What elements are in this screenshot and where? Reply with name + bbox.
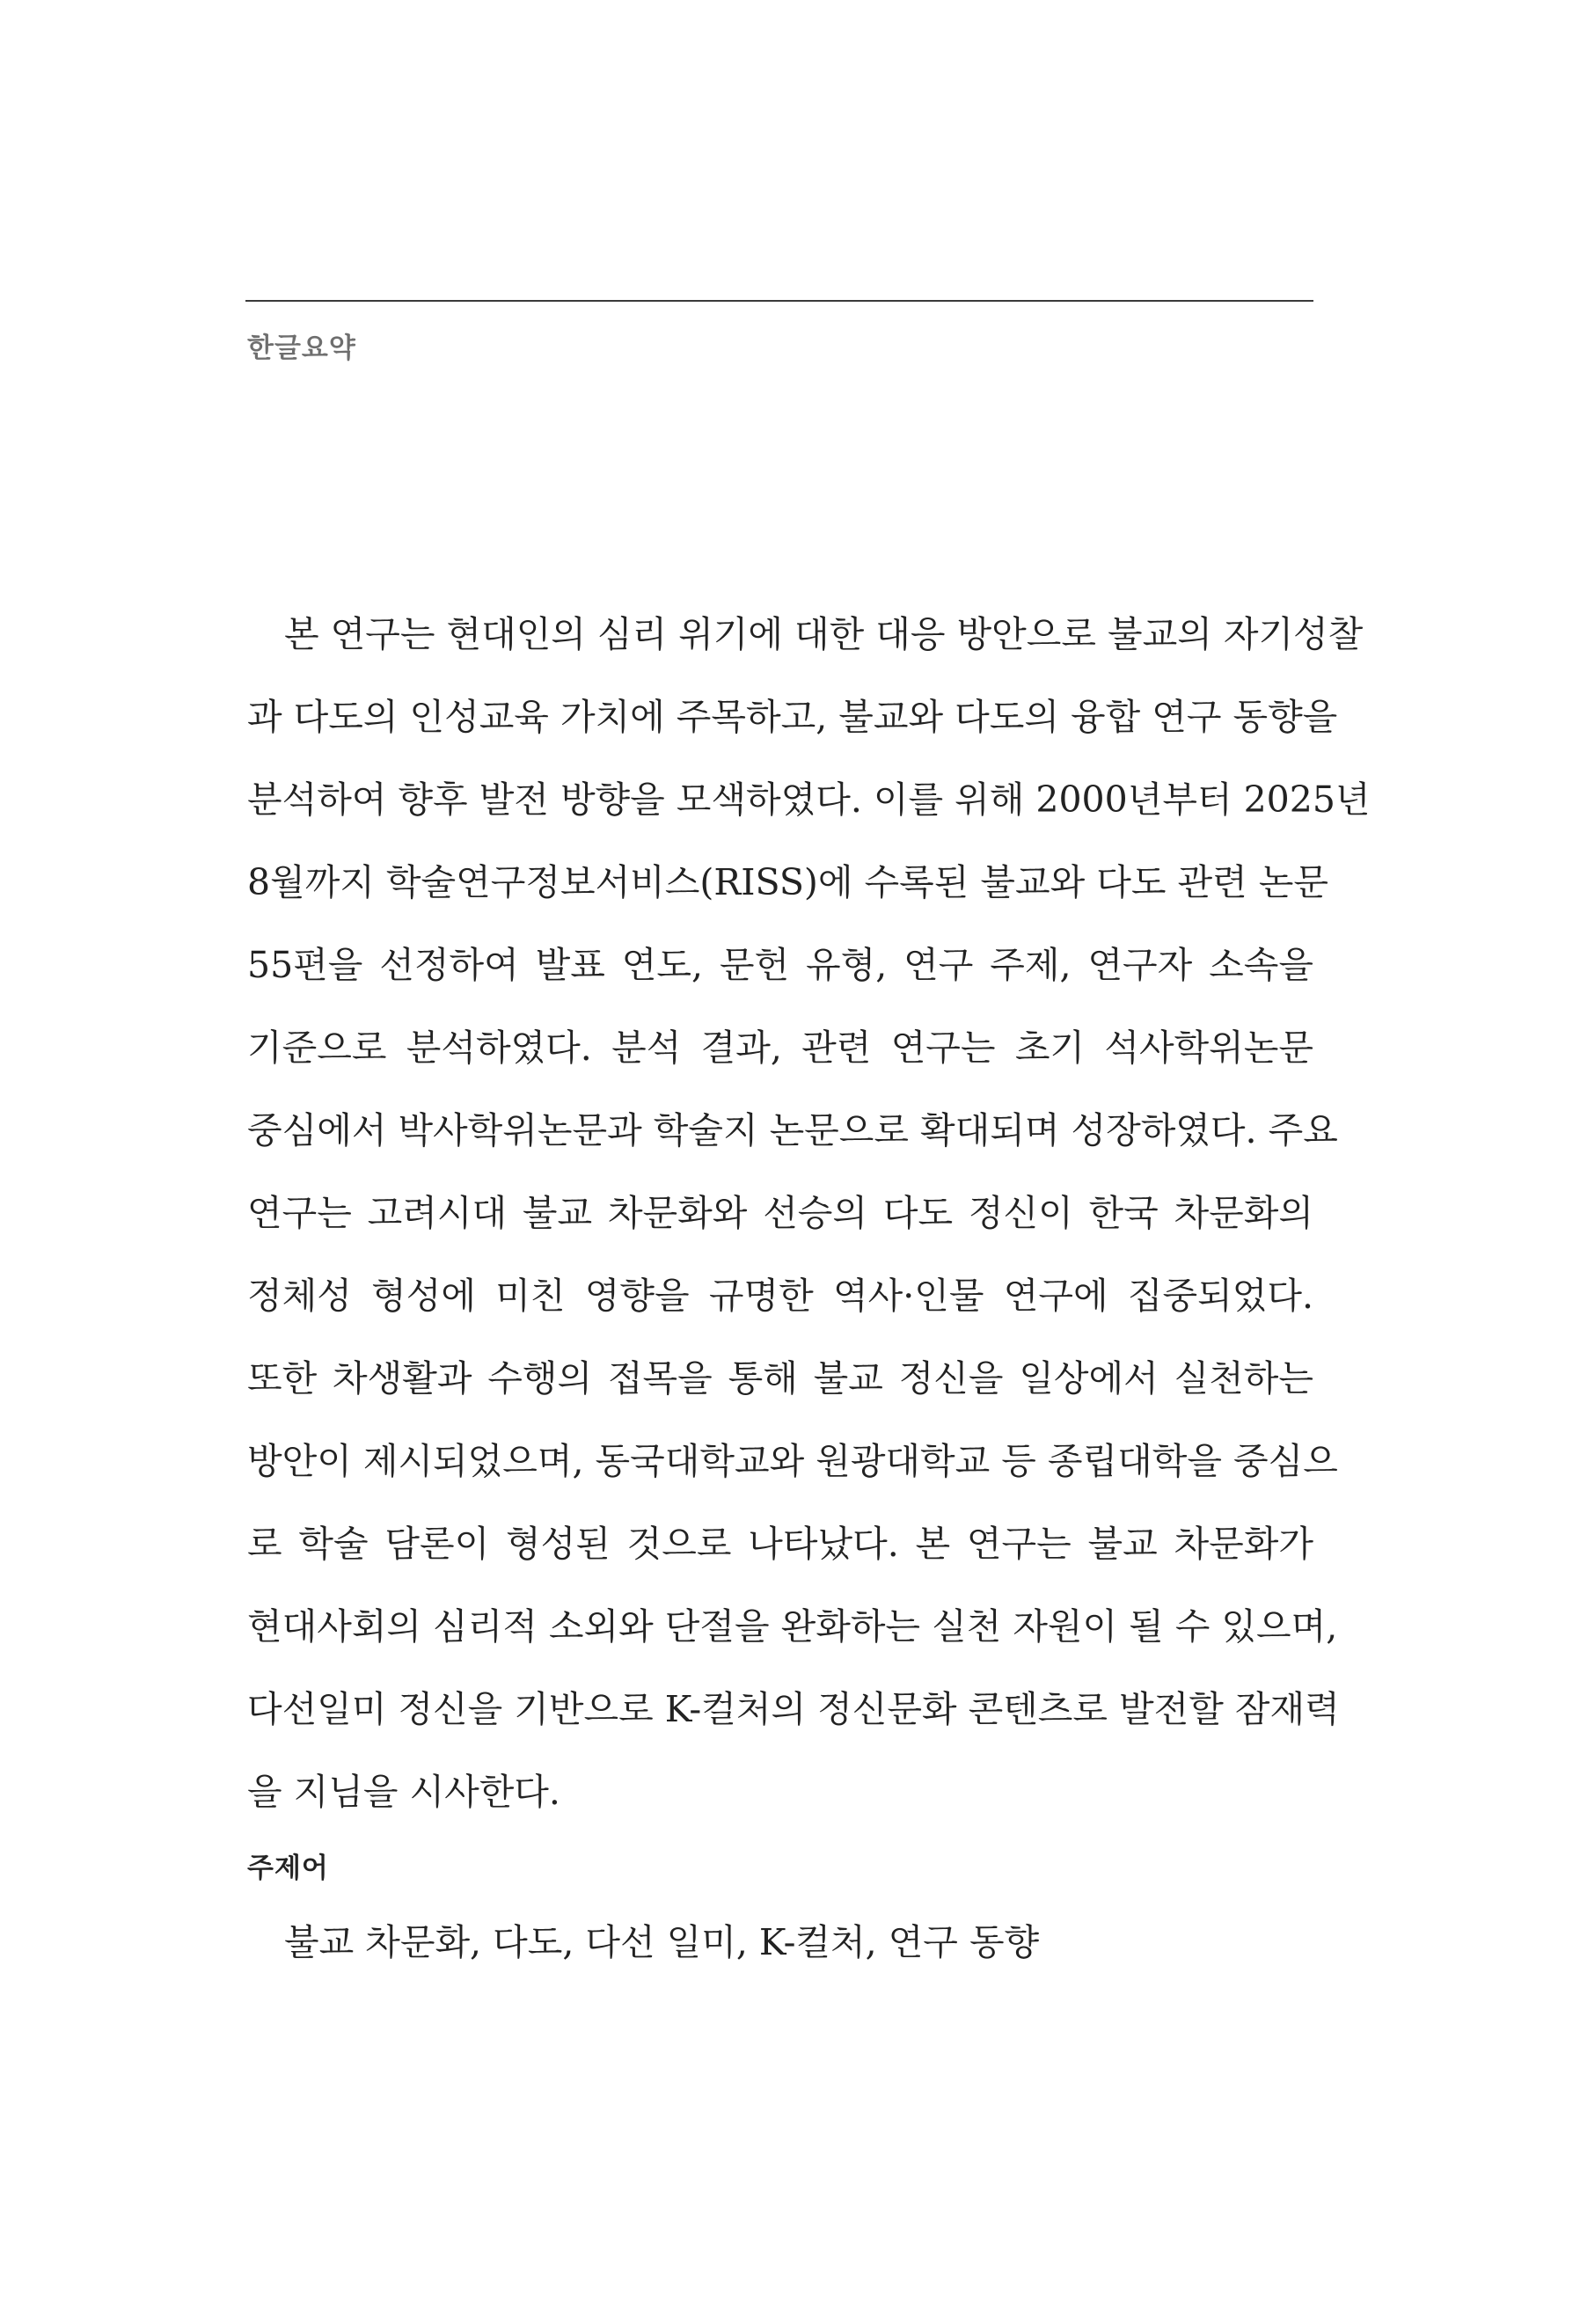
abstract-line: 기준으로 분석하였다. 분석 결과, 관련 연구는 초기 석사학위논문 <box>247 1027 1313 1069</box>
abstract-line: 55편을 선정하여 발표 연도, 문헌 유형, 연구 주제, 연구자 소속을 <box>247 944 1313 986</box>
abstract-line: 8월까지 학술연구정보서비스(RISS)에 수록된 불교와 다도 관련 논문 <box>247 861 1328 903</box>
keywords-list: 불교 차문화, 다도, 다선 일미, K-컬처, 연구 동향 <box>284 1921 1040 1963</box>
abstract-line: 중심에서 박사학위논문과 학술지 논문으로 확대되며 성장하였다. 주요 <box>247 1109 1338 1151</box>
abstract-line: 연구는 고려시대 불교 차문화와 선승의 다도 정신이 한국 차문화의 <box>247 1192 1313 1234</box>
header-rule <box>245 300 1313 302</box>
abstract-line: 본 연구는 현대인의 심리 위기에 대한 대응 방안으로 불교의 자기성찰 <box>284 613 1364 655</box>
abstract-line: 정체성 형성에 미친 영향을 규명한 역사·인물 연구에 집중되었다. <box>247 1275 1313 1317</box>
abstract-line: 로 학술 담론이 형성된 것으로 나타났다. 본 연구는 불교 차문화가 <box>247 1523 1313 1565</box>
keywords-title: 주제어 <box>247 1853 329 1884</box>
abstract-line: 을 지님을 시사한다. <box>247 1771 560 1813</box>
abstract-line: 또한 차생활과 수행의 접목을 통해 불교 정신을 일상에서 실천하는 <box>247 1357 1313 1400</box>
abstract-line: 방안이 제시되었으며, 동국대학교와 원광대학교 등 종립대학을 중심으 <box>247 1440 1338 1482</box>
abstract-line: 현대사회의 심리적 소외와 단절을 완화하는 실천 자원이 될 수 있으며, <box>247 1605 1338 1648</box>
abstract-line: 분석하여 향후 발전 방향을 모색하였다. 이를 위해 2000년부터 2025년 <box>247 778 1371 821</box>
abstract-body <box>247 603 1371 1843</box>
section-title: 한글요약 <box>247 333 356 364</box>
abstract-line: 과 다도의 인성교육 가치에 주목하고, 불교와 다도의 융합 연구 동향을 <box>247 696 1338 738</box>
abstract-line: 다선일미 정신을 기반으로 K-컬처의 정신문화 콘텐츠로 발전할 잠재력 <box>247 1688 1340 1730</box>
